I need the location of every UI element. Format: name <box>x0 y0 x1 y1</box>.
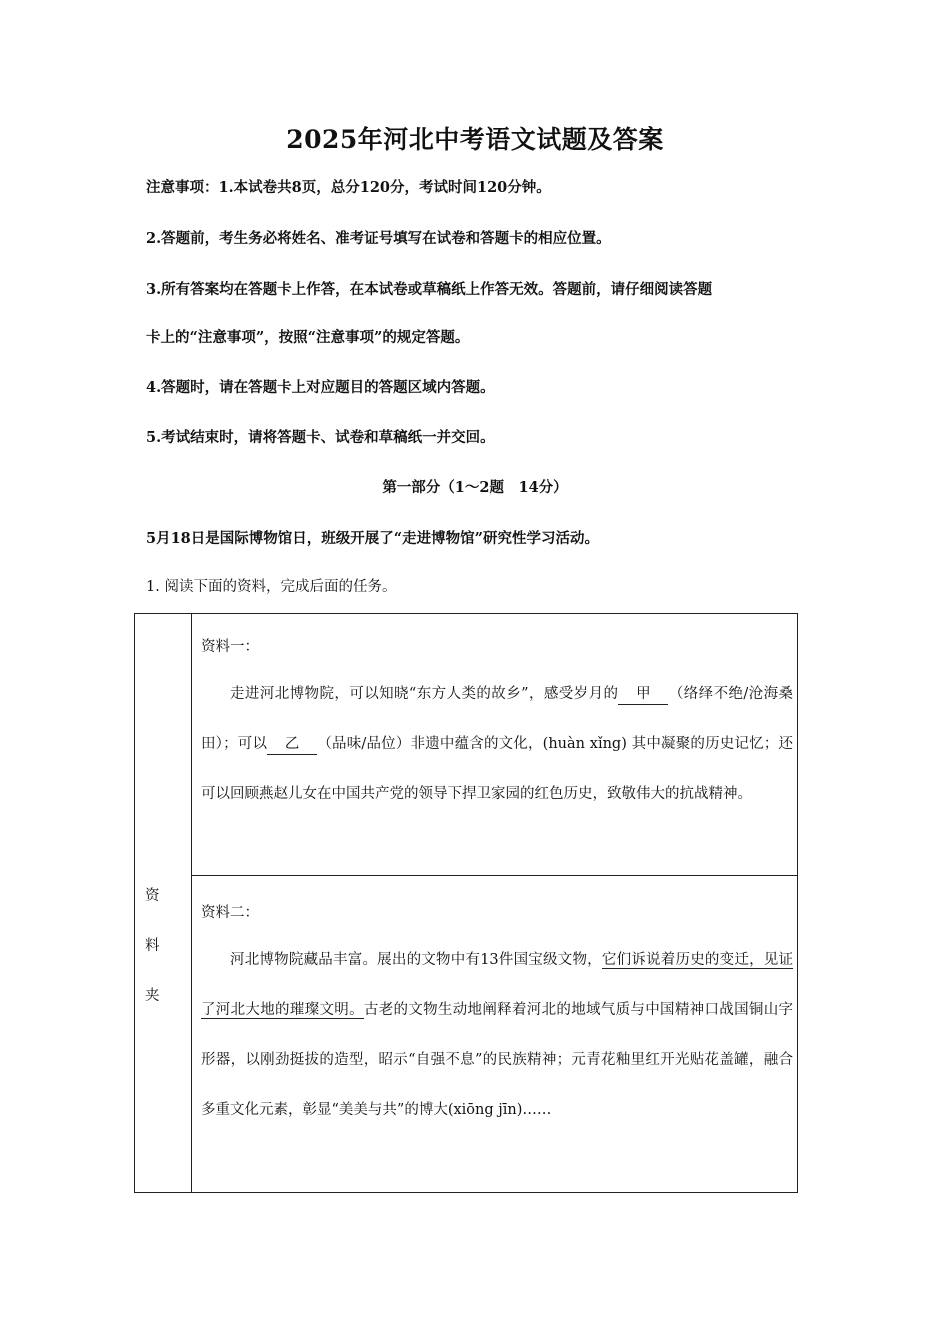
page-title: 2025年河北中考语文试题及答案 <box>286 125 664 154</box>
activity-intro: 5月18日是国际博物馆日，班级开展了“走进博物馆”研究性学习活动。 <box>146 530 599 547</box>
material-1-paragraph <box>201 669 793 819</box>
notice-line-3: 3.所有答案均在答题卡上作答，在本试卷或草稿纸上作答无效。答题前，请仔细阅读答题 <box>146 281 713 298</box>
row-divider <box>192 875 797 876</box>
folder-side-column <box>135 614 192 1192</box>
material-2-text-a: 河北博物院藏品丰富。展出的文物中有13件国宝级文物， <box>230 952 602 968</box>
part-one-title: 第一部分（1～2题 14分） <box>382 479 568 496</box>
material-2-heading: 资料二： <box>201 905 259 921</box>
blank-yi[interactable]: 乙 <box>267 734 317 755</box>
notice-line-5: 4.答题时，请在答题卡上对应题目的答题区域内答题。 <box>146 379 495 396</box>
notice-line-4: 卡上的“注意事项”，按照“注意事项”的规定答题。 <box>146 329 470 346</box>
material-1-text-b: （络绎不绝/沧海桑田）；可以 <box>201 686 794 752</box>
material-folder-table <box>134 613 798 1193</box>
material-2-paragraph <box>201 935 793 1135</box>
notice-line-1: 注意事项：1.本试卷共8页，总分120分，考试时间120分钟。 <box>146 179 551 196</box>
material-2-cell <box>201 900 793 1135</box>
notice-line-6: 5.考试结束时，请将答题卡、试卷和草稿纸一并交回。 <box>146 429 495 446</box>
material-1-heading: 资料一： <box>201 639 259 655</box>
folder-side-label: 资料夹 <box>145 888 168 1004</box>
material-1-text-a: 走进河北博物院，可以知晓“东方人类的故乡”，感受岁月的 <box>230 686 619 702</box>
notice-line-2: 2.答题前，考生务必将姓名、准考证号填写在试卷和答题卡的相应位置。 <box>146 230 611 247</box>
blank-jia[interactable]: 甲 <box>618 684 668 705</box>
material-1-text-c: （品味/品位）非遗中蕴含的文化，(huàn xǐng) 其中凝聚的历史记忆；还可以回顾燕赵儿女在中国共产党的领导下捍卫家园的红色历史，致敬伟大的抗战精神。 <box>201 736 794 802</box>
question-1-prompt: 1. 阅读下面的资料，完成后面的任务。 <box>146 579 397 595</box>
material-1-cell <box>201 634 793 819</box>
underlined-sentence: 它们诉说着历史的变迁，见证了河北大地的璀璨文明。 <box>201 952 793 1018</box>
material-2-text-b: 古老的文物生动地阐释着河北的地域气质与中国精神口战国铜山字形器，以刚劲挺拔的造型，昭示“自强不息”的民族精神；元青花釉里红开光贴花盖罐，融合多重文化元素，彰显“美美与共”的博大(xiōng jīn)…… <box>201 1002 794 1118</box>
